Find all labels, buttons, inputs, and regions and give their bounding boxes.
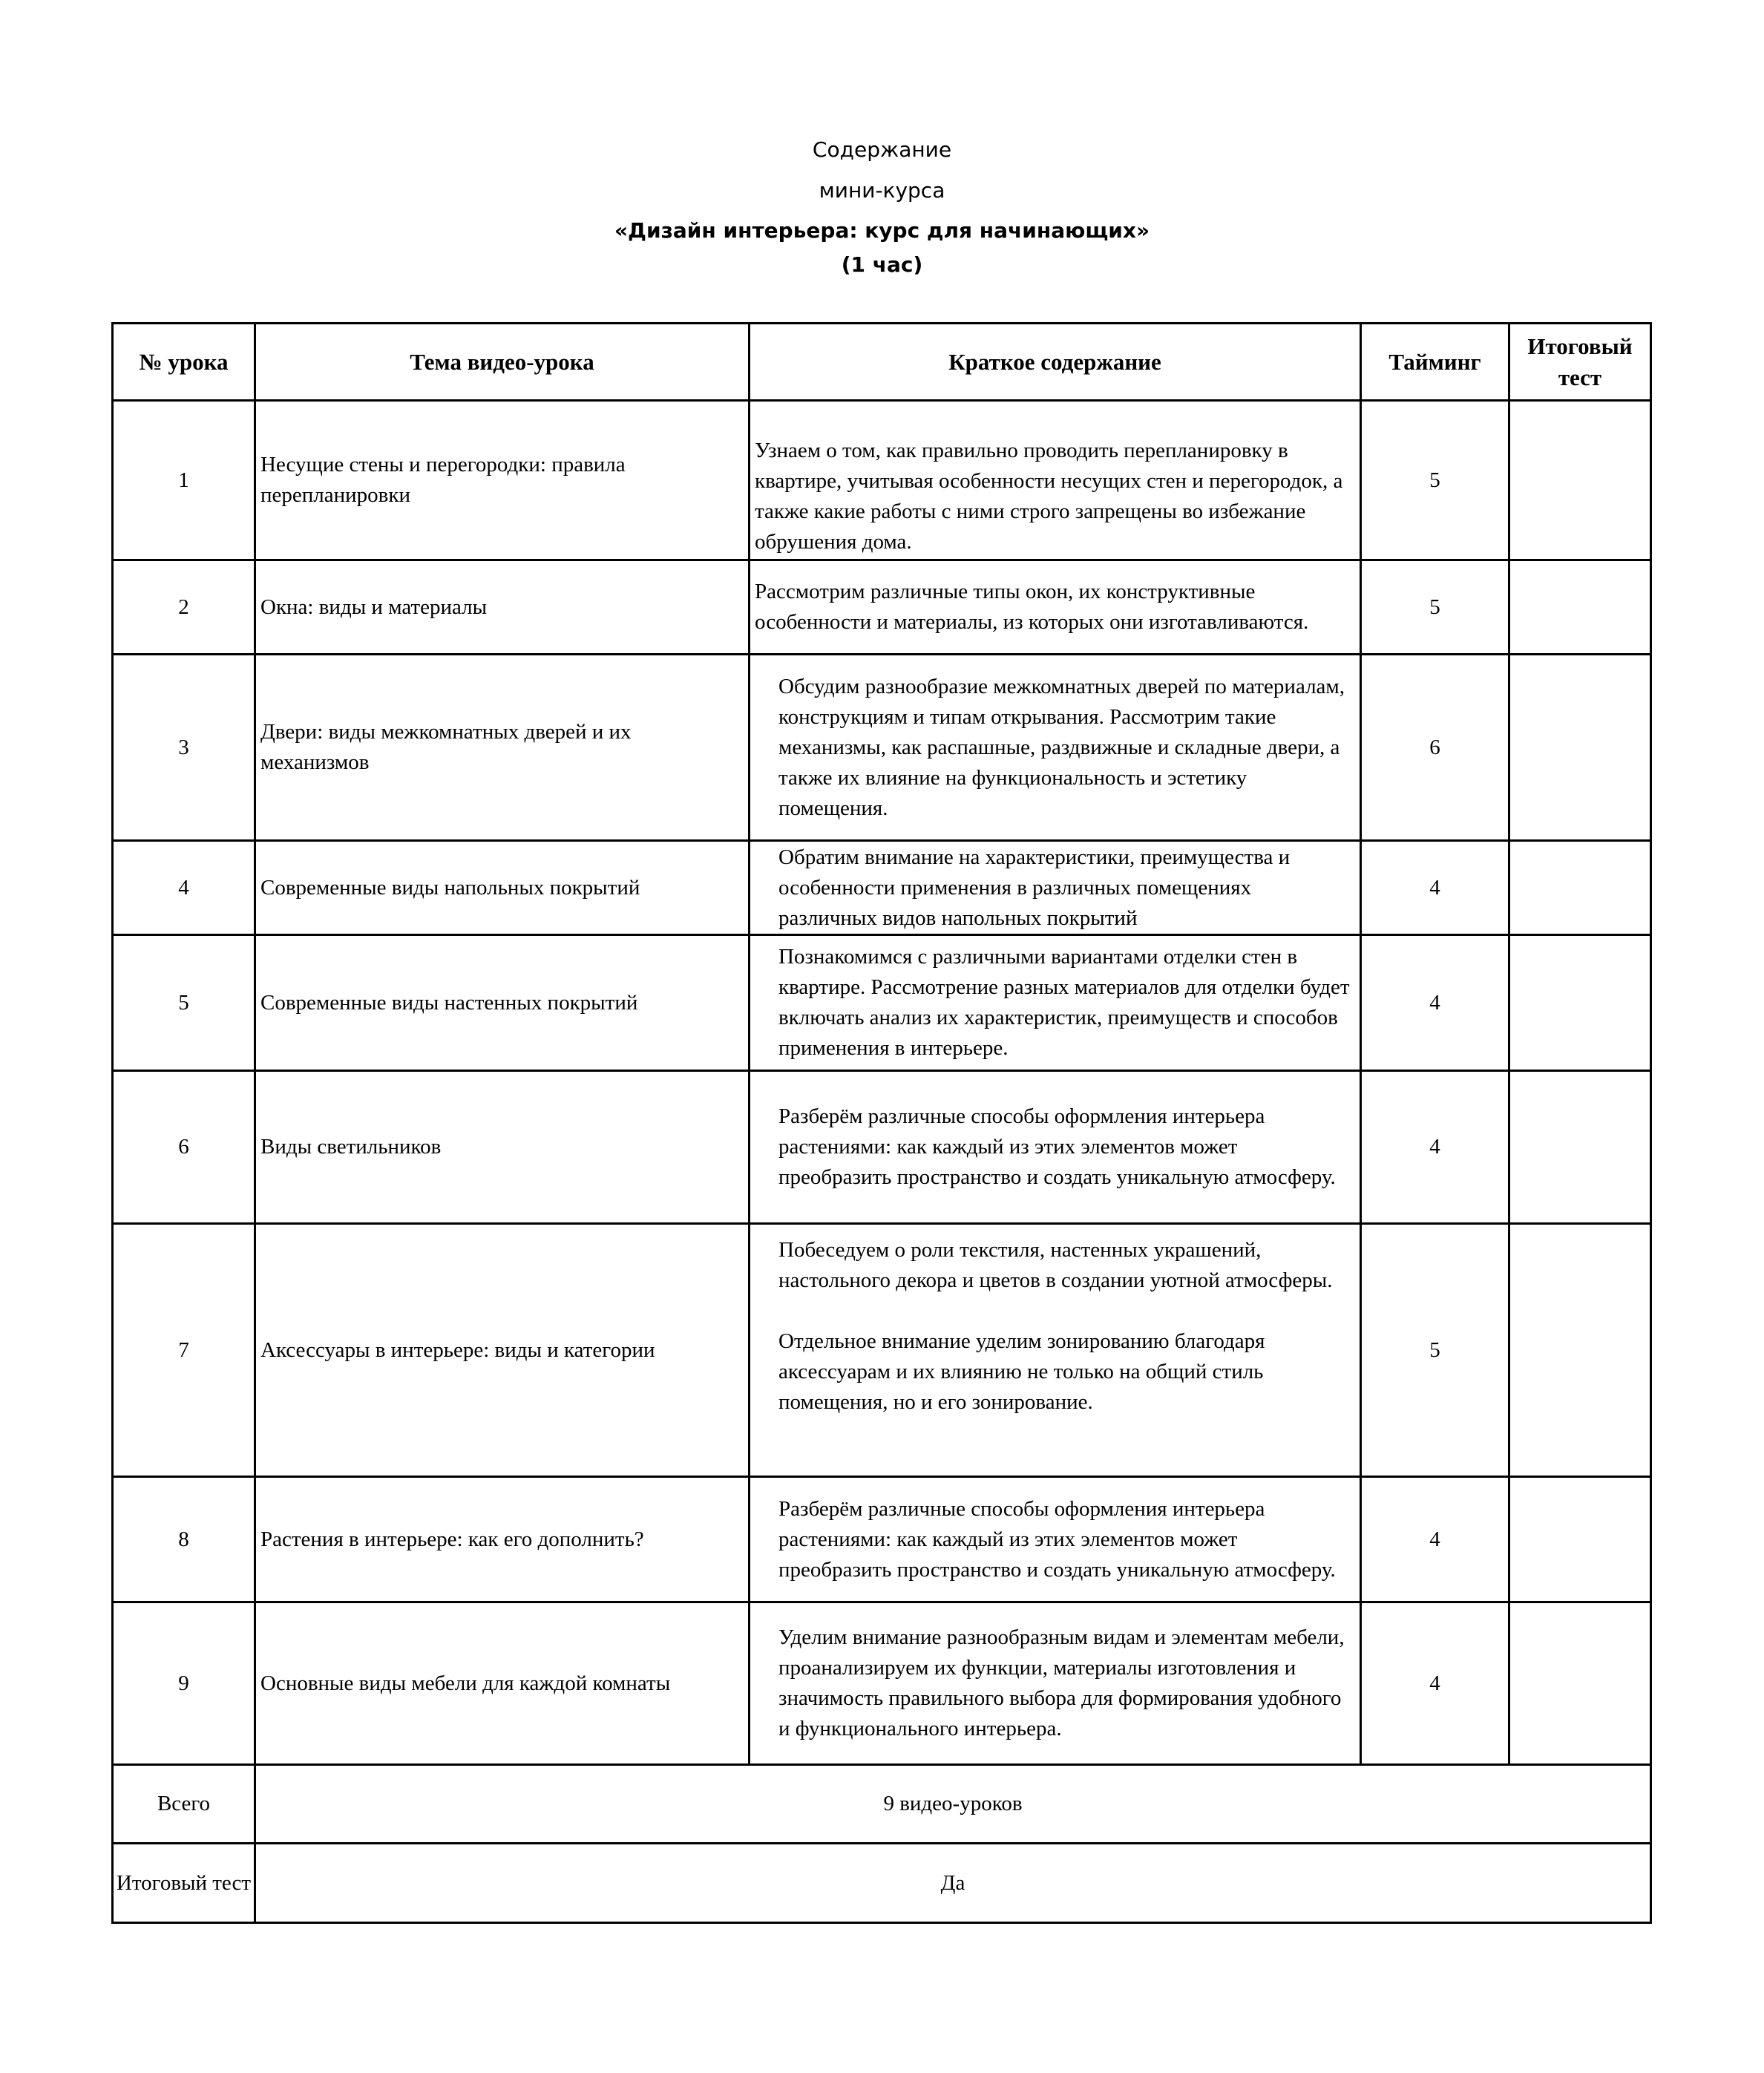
lesson-topic: Несущие стены и перегородки: правила перепланировки (255, 401, 750, 560)
table-header-row (113, 324, 1651, 401)
table-row (113, 841, 1651, 935)
lesson-test (1509, 1071, 1651, 1224)
total-value: 9 видео-уроков (255, 1765, 1651, 1844)
lesson-number: 3 (113, 655, 255, 841)
lesson-timing: 4 (1361, 1477, 1509, 1602)
lesson-summary: Побеседуем о роли текстиля, настенных украшений, настольного декора и цветов в создании уютной атмосферы. Отдельное внимание уделим зонированию благодаря аксессуарам и их влиянию не только на общий стиль помещения, но и его зонирование. (750, 1224, 1361, 1477)
table-row (113, 935, 1651, 1071)
lesson-timing: 4 (1361, 1071, 1509, 1224)
course-title: «Дизайн интерьера: курс для начинающих» (614, 218, 1150, 243)
lesson-topic: Аксессуары в интерьере: виды и категории (255, 1224, 750, 1477)
final-test-row (113, 1844, 1651, 1923)
lesson-number: 6 (113, 1071, 255, 1224)
table-row (113, 560, 1651, 655)
total-label: Всего (113, 1765, 255, 1844)
lesson-number: 4 (113, 841, 255, 935)
lesson-topic: Окна: виды и материалы (255, 560, 750, 655)
table-row (113, 1602, 1651, 1765)
column-header-topic: Тема видео-урока (255, 324, 750, 401)
doc-heading-contents: Содержание (812, 137, 952, 162)
table-row (113, 1071, 1651, 1224)
lesson-topic: Виды светильников (255, 1071, 750, 1224)
lesson-topic: Основные виды мебели для каждой комнаты (255, 1602, 750, 1765)
lesson-summary: Познакомимся с различными вариантами отделки стен в квартире. Рассмотрение разных материалов для отделки будет включать анализ их характеристик, преимуществ и способов применения в интерьере. (750, 935, 1361, 1071)
final-test-value: Да (255, 1844, 1651, 1923)
column-header-lesson-number: № урока (113, 324, 255, 401)
table-row (113, 1477, 1651, 1602)
lesson-summary: Рассмотрим различные типы окон, их конструктивные особенности и материалы, из которых они изготавливаются. (750, 560, 1361, 655)
lesson-summary: Уделим внимание разнообразным видам и элементам мебели, проанализируем их функции, материалы изготовления и значимость правильного выбора для формирования удобного и функционального интерьера. (750, 1602, 1361, 1765)
lesson-summary: Обратим внимание на характеристики, преимущества и особенности применения в различных помещениях различных видов напольных покрытий (750, 841, 1361, 935)
table-row (113, 1224, 1651, 1477)
course-contents-table (111, 322, 1652, 1924)
column-header-summary: Краткое содержание (750, 324, 1361, 401)
lesson-number: 7 (113, 1224, 255, 1477)
lesson-summary: Разберём различные способы оформления интерьера растениями: как каждый из этих элементов может преобразить пространство и создать уникальную атмосферу. (750, 1071, 1361, 1224)
total-row (113, 1765, 1651, 1844)
lesson-timing: 4 (1361, 841, 1509, 935)
lesson-summary: Обсудим разнообразие межкомнатных дверей по материалам, конструкциям и типам открывания. Рассмотрим такие механизмы, как распашные, раздвижные и складные двери, а также их влияние на функциональность и эстетику помещения. (750, 655, 1361, 841)
lesson-number: 1 (113, 401, 255, 560)
lesson-test (1509, 841, 1651, 935)
final-test-label: Итоговый тест (113, 1844, 255, 1923)
column-header-final-test: Итоговый тест (1509, 324, 1651, 401)
lesson-test (1509, 1602, 1651, 1765)
lesson-timing: 5 (1361, 401, 1509, 560)
lesson-test (1509, 655, 1651, 841)
lesson-topic: Двери: виды межкомнатных дверей и их механизмов (255, 655, 750, 841)
lesson-test (1509, 935, 1651, 1071)
lesson-topic: Растения в интерьере: как его дополнить? (255, 1477, 750, 1602)
lesson-summary: Разберём различные способы оформления интерьера растениями: как каждый из этих элементов может преобразить пространство и создать уникальную атмосферу. (750, 1477, 1361, 1602)
lesson-test (1509, 1477, 1651, 1602)
lesson-number: 2 (113, 560, 255, 655)
lesson-timing: 6 (1361, 655, 1509, 841)
lesson-summary: Узнаем о том, как правильно проводить перепланировку в квартире, учитывая особенности несущих стен и перегородок, а также какие работы с ними строго запрещены во избежание обрушения дома. (750, 401, 1361, 560)
table-row (113, 655, 1651, 841)
lesson-timing: 5 (1361, 1224, 1509, 1477)
column-header-timing: Тайминг (1361, 324, 1509, 401)
table-row (113, 401, 1651, 560)
lesson-timing: 4 (1361, 1602, 1509, 1765)
lesson-timing: 4 (1361, 935, 1509, 1071)
lesson-timing: 5 (1361, 560, 1509, 655)
lesson-test (1509, 1224, 1651, 1477)
course-duration: (1 час) (841, 252, 923, 277)
lesson-number: 9 (113, 1602, 255, 1765)
lesson-topic: Современные виды напольных покрытий (255, 841, 750, 935)
lesson-topic: Современные виды настенных покрытий (255, 935, 750, 1071)
lesson-number: 8 (113, 1477, 255, 1602)
lesson-number: 5 (113, 935, 255, 1071)
lesson-test (1509, 401, 1651, 560)
lesson-test (1509, 560, 1651, 655)
doc-heading-subtitle: мини-курса (819, 178, 945, 203)
